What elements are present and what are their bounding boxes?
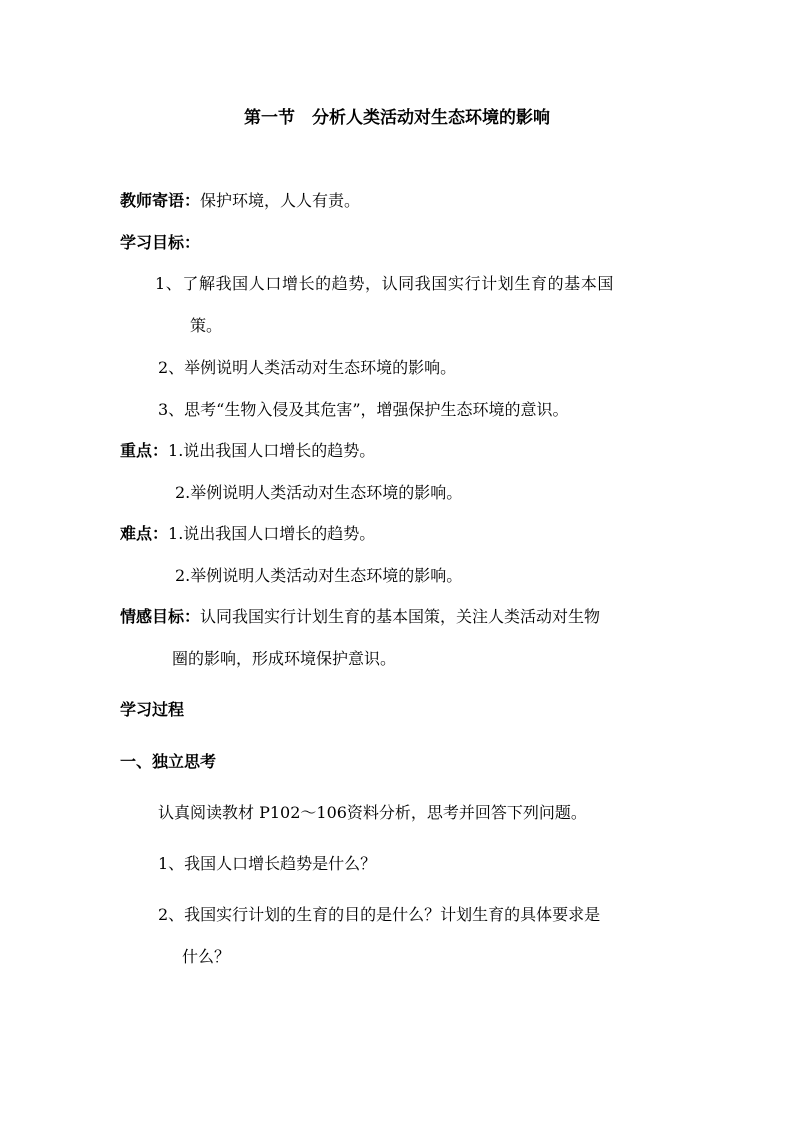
emotion-goal-line-1 — [120, 606, 600, 628]
objective-2: 2、举例说明人类活动对生态环境的影响。 — [158, 358, 457, 377]
question-1: 1、我国人口增长趋势是什么？ — [158, 854, 377, 873]
key-points-label: 重点： — [120, 441, 169, 460]
motto-line — [120, 190, 360, 212]
key-point-2: 2.举例说明人类活动对生态环境的影响。 — [175, 483, 463, 502]
difficulties-label: 难点： — [120, 524, 169, 543]
key-point-1: 1.说出我国人口增长的趋势。 — [168, 441, 376, 460]
motto-text: 保护环境，人人有责。 — [200, 191, 361, 210]
instruction-text: 认真阅读教材 P102～106资料分析，思考并回答下列问题。 — [158, 803, 587, 822]
objectives-heading: 学习目标： — [120, 233, 201, 252]
question-2-line-2: 什么？ — [182, 947, 231, 966]
difficulty-1: 1.说出我国人口增长的趋势。 — [168, 524, 376, 543]
question-2-line-1: 2、我国实行计划的生育的目的是什么？计划生育的具体要求是 — [158, 905, 601, 924]
emotion-goal-label: 情感目标： — [120, 607, 201, 626]
page-title: 第一节 分析人类活动对生态环境的影响 — [244, 108, 550, 128]
key-points-line-1 — [120, 440, 375, 462]
difficulty-2: 2.举例说明人类活动对生态环境的影响。 — [175, 566, 463, 585]
motto-label: 教师寄语： — [120, 191, 201, 210]
objective-1-line-1: 1、了解我国人口增长的趋势，认同我国实行计划生育的基本国 — [155, 274, 614, 293]
process-heading: 学习过程 — [120, 700, 185, 719]
objective-1-line-2: 策。 — [190, 316, 223, 335]
section-1-heading: 一、独立思考 — [120, 752, 217, 771]
difficulties-line-1 — [120, 523, 375, 545]
objective-3: 3、思考“生物入侵及其危害”，增强保护生态环境的意识。 — [158, 400, 569, 419]
emotion-goal-text-2: 圈的影响，形成环境保护意识。 — [172, 649, 397, 668]
emotion-goal-text-1: 认同我国实行计划生育的基本国策，关注人类活动对生物 — [200, 607, 601, 626]
